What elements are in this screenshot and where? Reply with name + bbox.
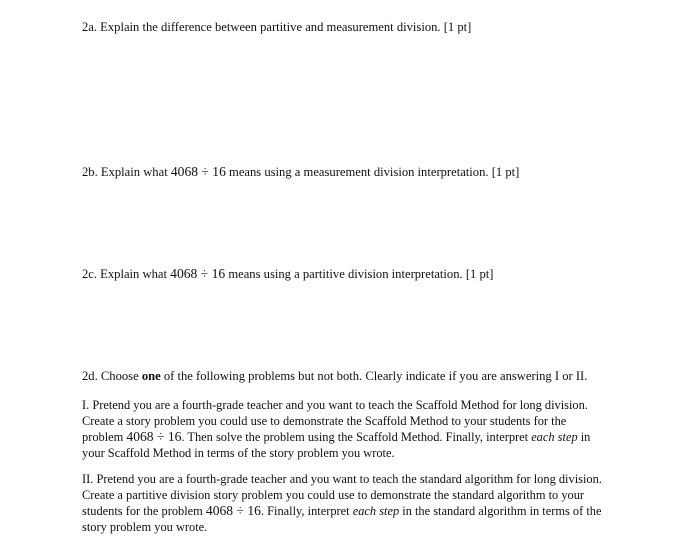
question-2c-suffix: means using a partitive division interpretation. [1 pt]: [225, 267, 494, 281]
question-2d-emphasis: one: [141, 369, 161, 383]
option-1-line-3-prefix: problem: [82, 430, 127, 445]
option-1-line-4: your Scaffold Method in terms of the story problem you wrote.: [82, 445, 395, 460]
question-2c-prefix: 2c. Explain what: [82, 267, 171, 281]
option-1-line-3-middle: . Then solve the problem using the Scaffold Method. Finally, interpret: [181, 430, 532, 445]
question-2d-prefix: 2d. Choose: [82, 369, 142, 383]
question-2c-expression: 4068 ÷ 16: [170, 266, 226, 281]
question-2a-text: 2a. Explain the difference between partitive and measurement division. [1 pt]: [82, 20, 472, 34]
question-2b: [82, 164, 519, 180]
option-2-line-2: Create a partitive division story problem you could use to demonstrate the standard algorithm to your: [82, 487, 585, 502]
option-2-emphasis: each step: [352, 504, 400, 519]
option-2-line-3-prefix: students for the problem: [82, 504, 206, 519]
option-2-line-3: [82, 503, 622, 520]
option-2-line-4: story problem you wrote.: [82, 519, 208, 534]
option-1-line-3-end: in: [577, 430, 591, 445]
question-2a: [82, 19, 471, 35]
option-1-block: [82, 398, 622, 461]
option-1-line-2: Create a story problem you could use to demonstrate the Scaffold Method to your students for the: [82, 413, 567, 428]
question-2b-prefix: 2b. Explain what: [82, 165, 171, 179]
question-2b-expression: 4068 ÷ 16: [170, 164, 226, 179]
option-1-line-1: I. Pretend you are a fourth-grade teacher and you want to teach the Scaffold Method for long division.: [82, 398, 588, 412]
option-2-line-3-middle: . Finally, interpret: [260, 504, 353, 519]
option-2-expression: 4068 ÷ 16: [205, 503, 261, 519]
option-1-line-3: [82, 429, 622, 446]
question-2b-suffix: means using a measurement division interpretation. [1 pt]: [225, 165, 520, 179]
question-2d-suffix: of the following problems but not both. Clearly indicate if you are answering I or II.: [160, 369, 588, 383]
option-2-block: [82, 472, 622, 535]
option-1-expression: 4068 ÷ 16: [126, 429, 182, 445]
option-2-line-3-end: in the standard algorithm in terms of the: [399, 504, 602, 519]
question-2d: [82, 368, 587, 384]
option-1-emphasis: each step: [531, 430, 578, 445]
question-2c: [82, 266, 493, 282]
option-2-line-1: II. Pretend you are a fourth-grade teacher and you want to teach the standard algorithm for long division.: [82, 472, 602, 486]
